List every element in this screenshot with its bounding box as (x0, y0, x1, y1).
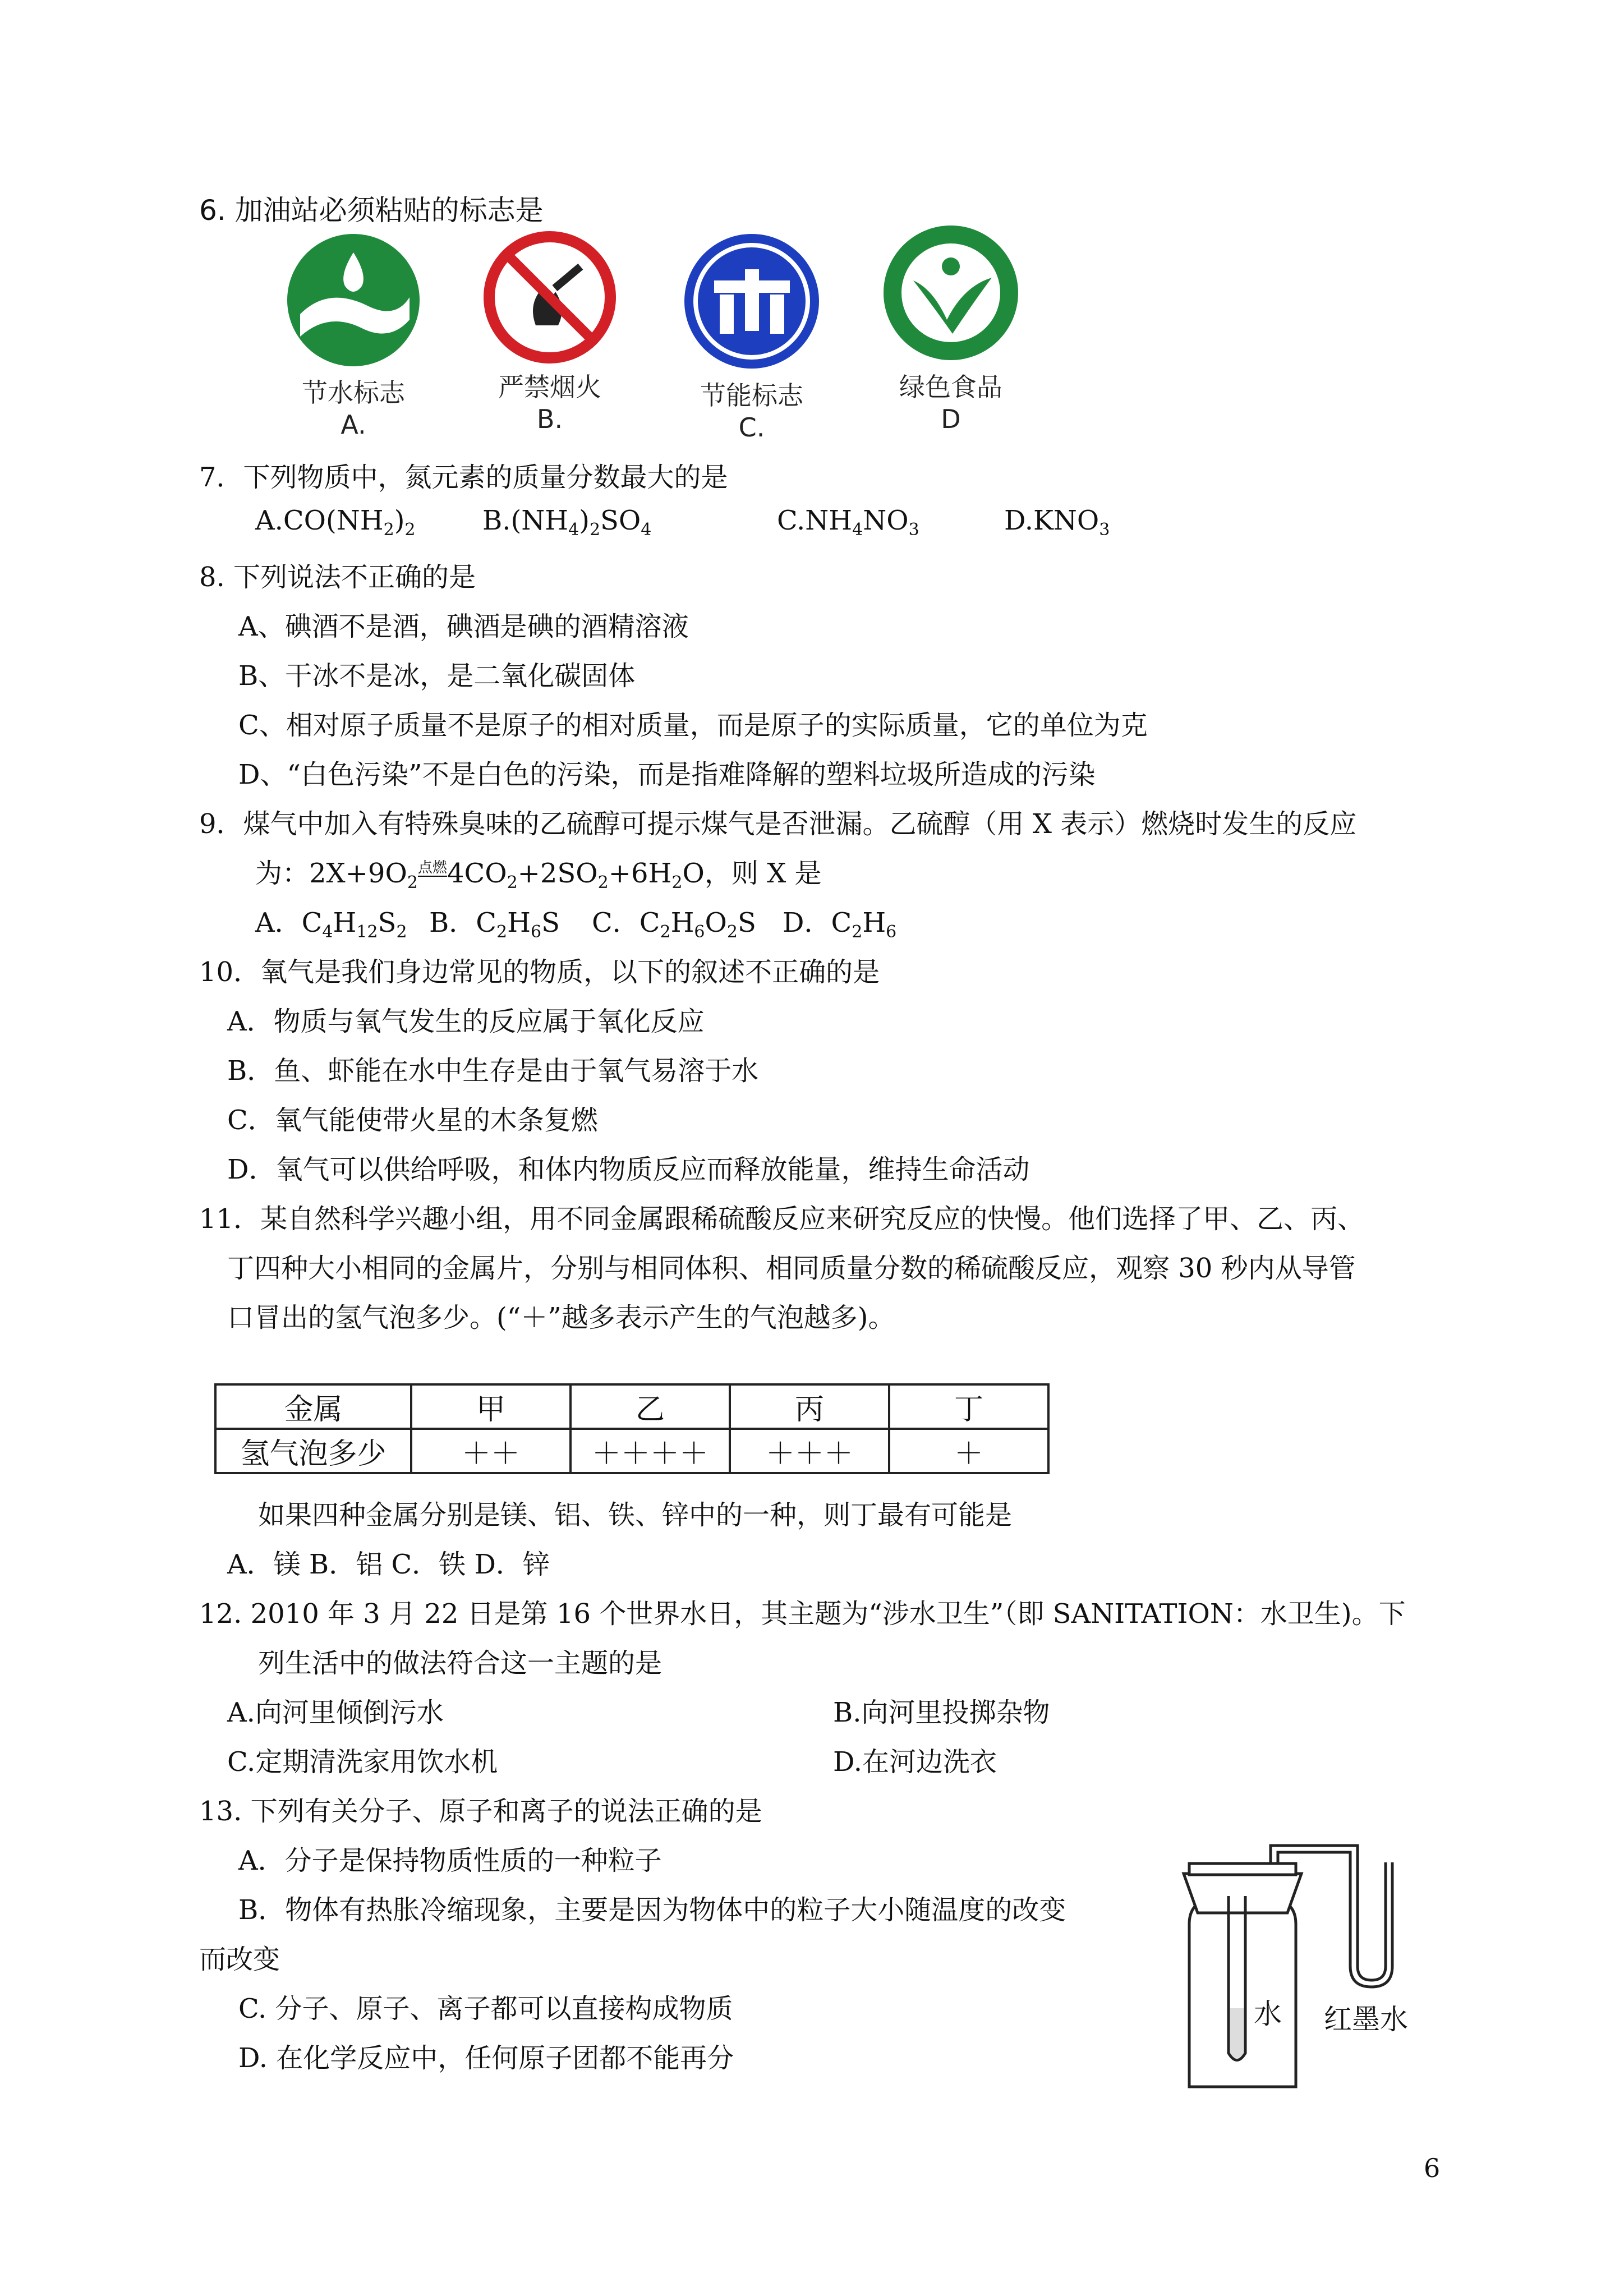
water-label: 水 (1254, 1998, 1282, 2030)
logo-b-caption: 严禁烟火 (498, 372, 601, 402)
q10-option-b: B．鱼、虾能在水中生存是由于氧气易溶于水 (227, 1055, 759, 1087)
q12-option-a: A.向河里倾倒污水 (227, 1697, 444, 1728)
q13-option-b-line-1: B．物体有热胀冷缩现象，主要是因为物体中的粒子大小随温度的改变 (238, 1894, 1066, 1926)
table-cell: ＋ (889, 1429, 1048, 1473)
q10-option-c: C．氧气能使带火星的木条复燃 (227, 1105, 598, 1136)
table-cell: ＋＋ (411, 1429, 571, 1473)
q11-line-2: 丁四种大小相同的金属片，分别与相同体积、相同质量分数的稀硫酸反应，观察 30 秒内从导管 (227, 1253, 1356, 1284)
q9-stem: 9．煤气中加入有特殊臭味的乙硫醇可提示煤气是否泄漏。乙硫醇（用 X 表示）燃烧时发生的反应 (199, 808, 1357, 840)
q9-option-c: C．$C_2H_6O_2S$ (592, 907, 756, 942)
q8-option-b: B、干冰不是冰，是二氧化碳固体 (238, 660, 636, 692)
q8-option-d: D、“白色污染”不是白色的污染，而是指难降解的塑料垃圾所造成的污染 (238, 759, 1096, 790)
page-number: 6 (1424, 2153, 1441, 2183)
logo-b (471, 230, 628, 434)
bottle-apparatus-icon (1156, 1840, 1447, 2098)
q7-option-d: $D.KNO_3$ (1004, 505, 1110, 540)
q10-stem: 10．氧气是我们身边常见的物质，以下的叙述不正确的是 (199, 956, 880, 988)
energy-saving-icon (680, 230, 823, 373)
q11-line-1: 11．某自然科学兴趣小组，用不同金属跟稀硫酸反应来研究反应的快慢。他们选择了甲、乙、丙、 (199, 1203, 1365, 1235)
q10-option-a: A．物质与氧气发生的反应属于氧化反应 (227, 1006, 705, 1037)
logo-d (869, 222, 1032, 434)
q13-option-a: A．分子是保持物质性质的一种粒子 (238, 1845, 662, 1876)
q9-option-b: B．$C_2H_6S$ (429, 907, 560, 942)
q7-option-a: $A.CO(NH_2)_2$ (255, 505, 416, 540)
q9-equation: 为：$2X+9O_2$点燃$4CO_2+2SO_2+6H_2O$，则 X 是 (255, 858, 822, 892)
logo-a (275, 230, 432, 440)
q13-option-b-line-2: 而改变 (199, 1944, 280, 1975)
logo-a-caption: 节水标志 (302, 378, 405, 408)
q13-option-c: C. 分子、原子、离子都可以直接构成物质 (238, 1993, 733, 2024)
table-cell: 氢气泡多少 (215, 1429, 411, 1473)
q13-stem: 13. 下列有关分子、原子和离子的说法正确的是 (199, 1796, 762, 1827)
logo-c-caption: 节能标志 (700, 380, 803, 411)
q13-figure (1156, 1840, 1447, 2098)
q11-follow: 如果四种金属分别是镁、铝、铁、锌中的一种，则丁最有可能是 (258, 1499, 1013, 1531)
q12-option-d: D.在河边洗衣 (833, 1746, 997, 1778)
q11-options: A．镁 B．铝 C．铁 D．锌 (227, 1549, 550, 1580)
q11-table (214, 1383, 1050, 1474)
logo-d-letter: D (941, 404, 961, 434)
no-smoking-fire-icon (482, 230, 617, 365)
table-cell: ＋＋＋＋ (571, 1429, 730, 1473)
table-row (215, 1429, 1048, 1473)
water-saving-icon (283, 230, 424, 370)
q11-line-3: 口冒出的氢气泡多少。(“＋”越多表示产生的气泡越多)。 (227, 1302, 895, 1333)
q12-line-2: 列生活中的做法符合这一主题的是 (258, 1648, 663, 1679)
table-cell: 金属 (215, 1384, 411, 1429)
q9-option-a: A．$C_4H_{12}S_2$ (255, 907, 407, 942)
table-cell: 乙 (571, 1384, 730, 1429)
q8-option-c: C、相对原子质量不是原子的相对质量，而是原子的实际质量，它的单位为克 (238, 710, 1148, 741)
table-cell: ＋＋＋ (730, 1429, 889, 1473)
q12-line-1: 12. 2010 年 3 月 22 日是第 16 个世界水日，其主题为“涉水卫生”（即 SANITATION：水卫生)。下 (199, 1598, 1406, 1630)
q10-option-d: D．氧气可以供给呼吸，和体内物质反应而释放能量，维持生命活动 (227, 1154, 1030, 1185)
q6-title: 6. 加油站必须粘贴的标志是 (199, 194, 544, 227)
q8-stem: 8. 下列说法不正确的是 (199, 562, 476, 593)
table-header-row (215, 1384, 1048, 1429)
table-cell: 丁 (889, 1384, 1048, 1429)
q13-option-d: D. 在化学反应中，任何原子团都不能再分 (238, 2042, 734, 2074)
logo-a-letter: A. (341, 409, 366, 440)
q7-option-c: $C.NH_4NO_3$ (777, 505, 919, 540)
green-food-icon (880, 222, 1023, 365)
q7-stem: 7．下列物质中，氮元素的质量分数最大的是 (199, 462, 728, 493)
q7-option-b: $B.(NH_4)_2SO_4$ (482, 505, 652, 540)
q8-option-a: A、碘酒不是酒，碘酒是碘的酒精溶液 (238, 611, 689, 642)
q9-option-d: D．$C_2H_6$ (783, 907, 897, 942)
logo-b-letter: B. (536, 404, 563, 434)
q9-reaction-condition: 点燃 (417, 859, 447, 876)
table-cell: 丙 (730, 1384, 889, 1429)
q12-option-b: B.向河里投掷杂物 (833, 1697, 1050, 1728)
logo-c (670, 230, 833, 443)
q12-option-c: C.定期清洗家用饮水机 (227, 1746, 498, 1778)
logo-d-caption: 绿色食品 (899, 372, 1002, 402)
table-cell: 甲 (411, 1384, 571, 1429)
red-ink-label: 红墨水 (1324, 2003, 1408, 2036)
logo-c-letter: C. (738, 412, 765, 443)
